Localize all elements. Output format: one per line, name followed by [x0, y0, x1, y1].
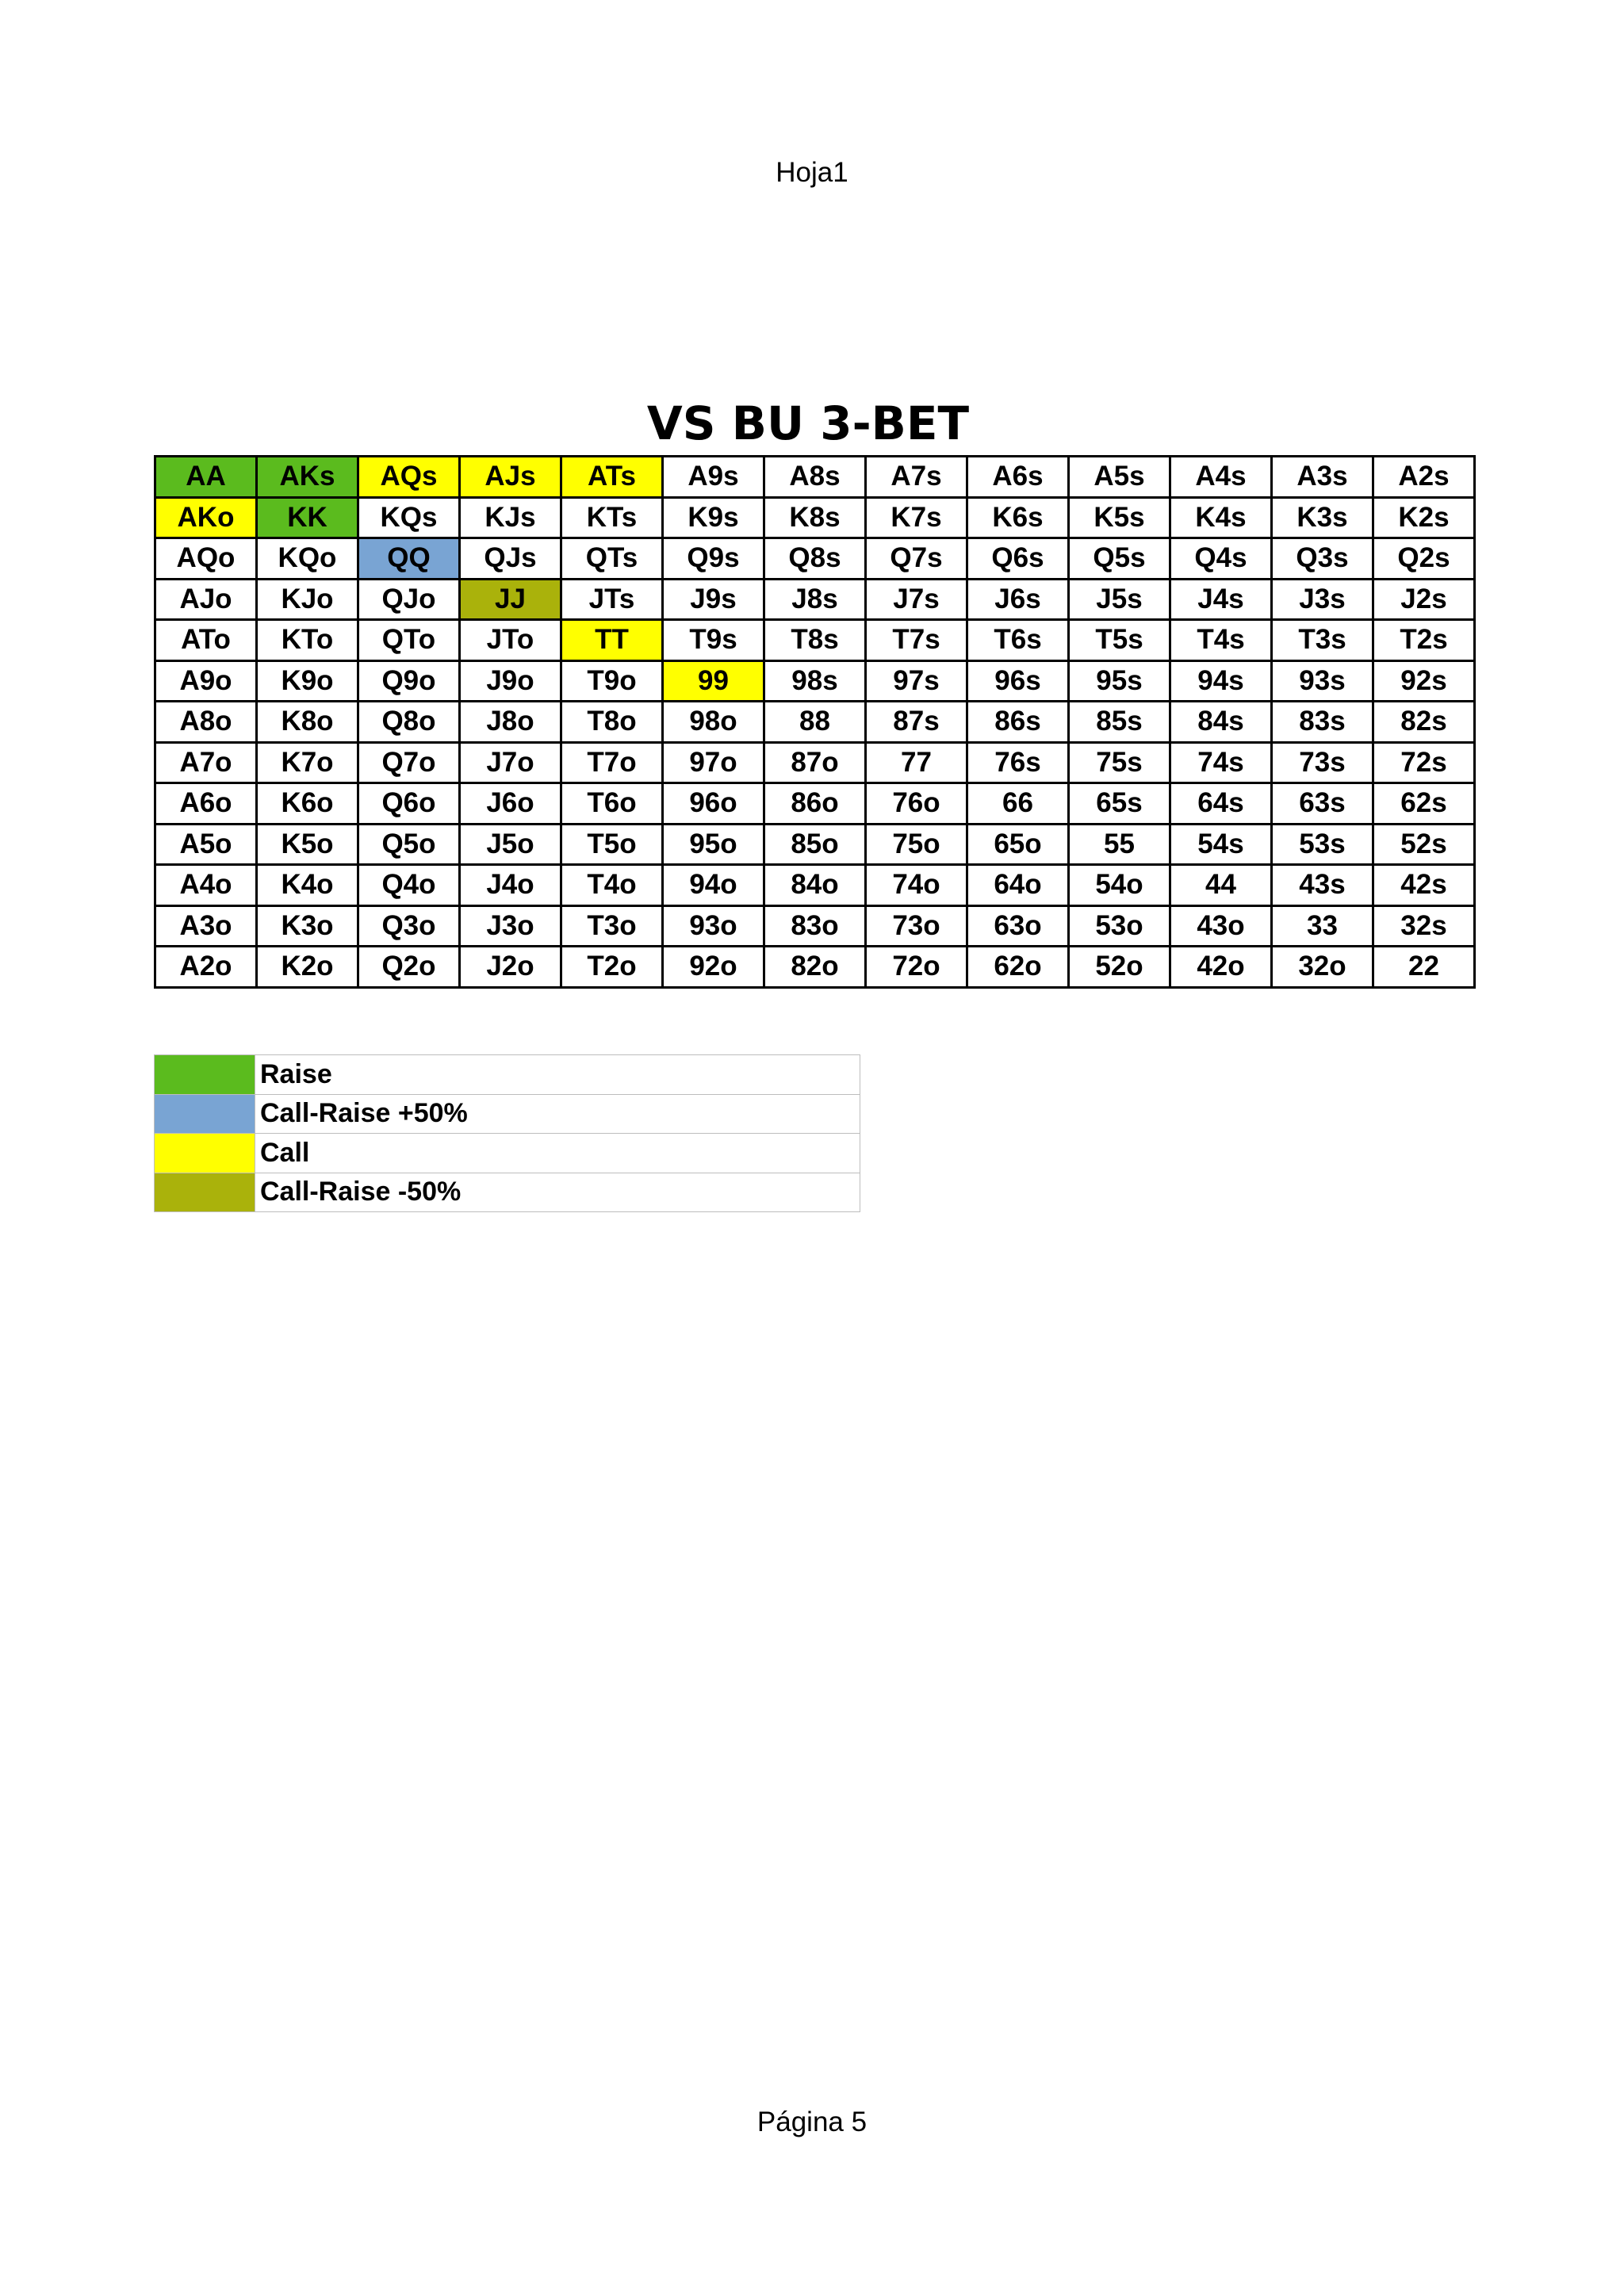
- hand-cell: KQs: [358, 497, 460, 538]
- hand-cell: 42s: [1373, 865, 1475, 906]
- hand-cell: T4s: [1170, 620, 1272, 661]
- hand-cell: J5s: [1069, 579, 1170, 620]
- hand-cell: K6o: [257, 783, 358, 825]
- hand-cell: K4s: [1170, 497, 1272, 538]
- hand-cell: 95o: [663, 824, 764, 865]
- hand-cell: ATs: [561, 457, 663, 498]
- hand-cell: A7o: [155, 742, 257, 783]
- hand-cell: Q6o: [358, 783, 460, 825]
- grid-row: [155, 620, 1475, 661]
- hand-cell: 64o: [967, 865, 1069, 906]
- grid-row: [155, 702, 1475, 743]
- hand-cell: 74o: [866, 865, 967, 906]
- hand-cell: 75s: [1069, 742, 1170, 783]
- legend-swatch: [155, 1094, 255, 1134]
- hand-cell: J3o: [460, 905, 561, 947]
- hand-cell: K9o: [257, 660, 358, 702]
- hand-cell: AKo: [155, 497, 257, 538]
- hand-cell: A3o: [155, 905, 257, 947]
- hand-cell: AA: [155, 457, 257, 498]
- hand-cell: J3s: [1272, 579, 1373, 620]
- hand-cell: Q7o: [358, 742, 460, 783]
- hand-cell: T5o: [561, 824, 663, 865]
- hand-cell: T8s: [764, 620, 866, 661]
- legend-row: [155, 1173, 860, 1212]
- hand-cell: 95s: [1069, 660, 1170, 702]
- page-number: Página 5: [756, 2107, 868, 2137]
- grid-row: [155, 865, 1475, 906]
- hand-cell: 52s: [1373, 824, 1475, 865]
- hand-cell: 65o: [967, 824, 1069, 865]
- grid-row: [155, 947, 1475, 988]
- hand-cell: Q3o: [358, 905, 460, 947]
- hand-cell: J7o: [460, 742, 561, 783]
- hand-cell: 73o: [866, 905, 967, 947]
- hand-cell: J6s: [967, 579, 1069, 620]
- grid-row: [155, 742, 1475, 783]
- hand-cell: J2s: [1373, 579, 1475, 620]
- legend-swatch: [155, 1173, 255, 1212]
- hand-cell: KK: [257, 497, 358, 538]
- hand-cell: 86o: [764, 783, 866, 825]
- hand-cell: A5s: [1069, 457, 1170, 498]
- legend-label: Call-Raise +50%: [255, 1094, 860, 1134]
- hand-cell: T2o: [561, 947, 663, 988]
- hand-cell: 33: [1272, 905, 1373, 947]
- hand-cell: 84s: [1170, 702, 1272, 743]
- hand-cell: 93o: [663, 905, 764, 947]
- hand-cell: 32o: [1272, 947, 1373, 988]
- hand-cell: J4s: [1170, 579, 1272, 620]
- hand-cell: T3s: [1272, 620, 1373, 661]
- hand-cell: 97o: [663, 742, 764, 783]
- hand-cell: 76s: [967, 742, 1069, 783]
- sheet-name: Hoja1: [776, 157, 848, 188]
- hand-cell: A6o: [155, 783, 257, 825]
- grid-row: [155, 579, 1475, 620]
- legend-label: Raise: [255, 1055, 860, 1095]
- hand-cell: 62o: [967, 947, 1069, 988]
- hand-cell: 76o: [866, 783, 967, 825]
- hand-cell: 73s: [1272, 742, 1373, 783]
- hand-cell: T2s: [1373, 620, 1475, 661]
- hand-cell: QTs: [561, 538, 663, 580]
- hand-cell: ATo: [155, 620, 257, 661]
- hand-cell: KJo: [257, 579, 358, 620]
- grid-row: [155, 783, 1475, 825]
- legend-label: Call: [255, 1134, 860, 1173]
- hand-cell: 53s: [1272, 824, 1373, 865]
- hand-cell: KTs: [561, 497, 663, 538]
- hand-cell: 62s: [1373, 783, 1475, 825]
- legend: [154, 1054, 860, 1212]
- hand-cell: J8s: [764, 579, 866, 620]
- legend-row: [155, 1055, 860, 1095]
- hand-cell: 43o: [1170, 905, 1272, 947]
- hand-cell: A5o: [155, 824, 257, 865]
- hand-cell: A8s: [764, 457, 866, 498]
- hand-cell: 99: [663, 660, 764, 702]
- hand-cell: 32s: [1373, 905, 1475, 947]
- hand-cell: AJs: [460, 457, 561, 498]
- hand-cell: KQo: [257, 538, 358, 580]
- hand-cell: 93s: [1272, 660, 1373, 702]
- hand-cell: K7o: [257, 742, 358, 783]
- hand-cell: A4o: [155, 865, 257, 906]
- hand-cell: Q5o: [358, 824, 460, 865]
- hand-cell: K2o: [257, 947, 358, 988]
- hand-cell: Q4o: [358, 865, 460, 906]
- hand-cell: J9s: [663, 579, 764, 620]
- hand-cell: K4o: [257, 865, 358, 906]
- hand-cell: Q8s: [764, 538, 866, 580]
- hand-cell: 87s: [866, 702, 967, 743]
- hand-cell: QJs: [460, 538, 561, 580]
- hand-cell: K8s: [764, 497, 866, 538]
- hand-cell: A7s: [866, 457, 967, 498]
- hand-cell: 42o: [1170, 947, 1272, 988]
- hand-cell: T6o: [561, 783, 663, 825]
- hand-cell: Q7s: [866, 538, 967, 580]
- hand-cell: 55: [1069, 824, 1170, 865]
- hand-cell: A6s: [967, 457, 1069, 498]
- hand-cell: Q3s: [1272, 538, 1373, 580]
- hand-cell: 66: [967, 783, 1069, 825]
- hand-cell: 86s: [967, 702, 1069, 743]
- hand-cell: TT: [561, 620, 663, 661]
- hand-cell: 75o: [866, 824, 967, 865]
- hand-cell: 83s: [1272, 702, 1373, 743]
- hand-cell: J7s: [866, 579, 967, 620]
- hand-cell: Q4s: [1170, 538, 1272, 580]
- hand-cell: JTs: [561, 579, 663, 620]
- hand-cell: 96o: [663, 783, 764, 825]
- legend-row: [155, 1134, 860, 1173]
- hand-cell: T5s: [1069, 620, 1170, 661]
- hand-cell: 74s: [1170, 742, 1272, 783]
- hand-cell: T7o: [561, 742, 663, 783]
- hand-cell: K5s: [1069, 497, 1170, 538]
- hand-cell: K5o: [257, 824, 358, 865]
- hand-cell: Q8o: [358, 702, 460, 743]
- hand-cell: 65s: [1069, 783, 1170, 825]
- hand-cell: A2s: [1373, 457, 1475, 498]
- hand-cell: 64s: [1170, 783, 1272, 825]
- hand-cell: 94s: [1170, 660, 1272, 702]
- hand-cell: Q5s: [1069, 538, 1170, 580]
- hand-cell: 84o: [764, 865, 866, 906]
- hand-cell: K2s: [1373, 497, 1475, 538]
- hand-cell: T6s: [967, 620, 1069, 661]
- hand-cell: 52o: [1069, 947, 1170, 988]
- hand-cell: J9o: [460, 660, 561, 702]
- grid-row: [155, 905, 1475, 947]
- hand-cell: K3s: [1272, 497, 1373, 538]
- hand-cell: 43s: [1272, 865, 1373, 906]
- hand-cell: 82o: [764, 947, 866, 988]
- grid-row: [155, 660, 1475, 702]
- hand-cell: 22: [1373, 947, 1475, 988]
- hand-cell: K8o: [257, 702, 358, 743]
- hand-cell: J8o: [460, 702, 561, 743]
- grid-row: [155, 538, 1475, 580]
- hand-cell: 82s: [1373, 702, 1475, 743]
- hand-cell: J4o: [460, 865, 561, 906]
- hand-cell: A2o: [155, 947, 257, 988]
- grid-row: [155, 824, 1475, 865]
- hand-cell: 85o: [764, 824, 866, 865]
- hand-cell: 94o: [663, 865, 764, 906]
- hand-cell: 83o: [764, 905, 866, 947]
- hand-cell: KJs: [460, 497, 561, 538]
- hand-cell: QTo: [358, 620, 460, 661]
- hand-cell: A3s: [1272, 457, 1373, 498]
- hand-cell: 63o: [967, 905, 1069, 947]
- hand-cell: AKs: [257, 457, 358, 498]
- hand-cell: K6s: [967, 497, 1069, 538]
- hand-cell: A9o: [155, 660, 257, 702]
- hand-cell: AQo: [155, 538, 257, 580]
- hand-cell: T3o: [561, 905, 663, 947]
- hand-cell: JJ: [460, 579, 561, 620]
- hand-cell: Q9o: [358, 660, 460, 702]
- hand-cell: T9o: [561, 660, 663, 702]
- hand-cell: AQs: [358, 457, 460, 498]
- hand-cell: QJo: [358, 579, 460, 620]
- hand-cell: 88: [764, 702, 866, 743]
- legend-row: [155, 1094, 860, 1134]
- hand-cell: J6o: [460, 783, 561, 825]
- hand-cell: 54s: [1170, 824, 1272, 865]
- hand-cell: 54o: [1069, 865, 1170, 906]
- legend-label: Call-Raise -50%: [255, 1173, 860, 1212]
- hand-cell: T7s: [866, 620, 967, 661]
- hand-cell: Q2o: [358, 947, 460, 988]
- hand-cell: 85s: [1069, 702, 1170, 743]
- chart-title: VS BU 3-BET: [646, 396, 970, 450]
- hand-cell: 72s: [1373, 742, 1475, 783]
- hand-cell: AJo: [155, 579, 257, 620]
- hand-cell: 53o: [1069, 905, 1170, 947]
- hand-cell: 98o: [663, 702, 764, 743]
- legend-swatch: [155, 1055, 255, 1095]
- hand-cell: 92s: [1373, 660, 1475, 702]
- hand-cell: Q9s: [663, 538, 764, 580]
- hand-cell: Q2s: [1373, 538, 1475, 580]
- hand-cell: Q6s: [967, 538, 1069, 580]
- hand-cell: A8o: [155, 702, 257, 743]
- hand-cell: 72o: [866, 947, 967, 988]
- hand-cell: JTo: [460, 620, 561, 661]
- hand-cell: K3o: [257, 905, 358, 947]
- hand-cell: 77: [866, 742, 967, 783]
- hand-cell: 92o: [663, 947, 764, 988]
- hand-cell: J5o: [460, 824, 561, 865]
- hand-cell: K9s: [663, 497, 764, 538]
- legend-swatch: [155, 1134, 255, 1173]
- hand-cell: T4o: [561, 865, 663, 906]
- hand-cell: 63s: [1272, 783, 1373, 825]
- hand-cell: A4s: [1170, 457, 1272, 498]
- hand-cell: QQ: [358, 538, 460, 580]
- hand-cell: K7s: [866, 497, 967, 538]
- hand-cell: 87o: [764, 742, 866, 783]
- hand-cell: 96s: [967, 660, 1069, 702]
- grid-row: [155, 497, 1475, 538]
- hand-cell: T8o: [561, 702, 663, 743]
- hand-cell: KTo: [257, 620, 358, 661]
- hand-cell: 98s: [764, 660, 866, 702]
- hand-cell: 97s: [866, 660, 967, 702]
- hand-cell: T9s: [663, 620, 764, 661]
- hand-cell: J2o: [460, 947, 561, 988]
- hand-cell: 44: [1170, 865, 1272, 906]
- grid-row: [155, 457, 1475, 498]
- hand-range-grid: [154, 455, 1476, 989]
- hand-cell: A9s: [663, 457, 764, 498]
